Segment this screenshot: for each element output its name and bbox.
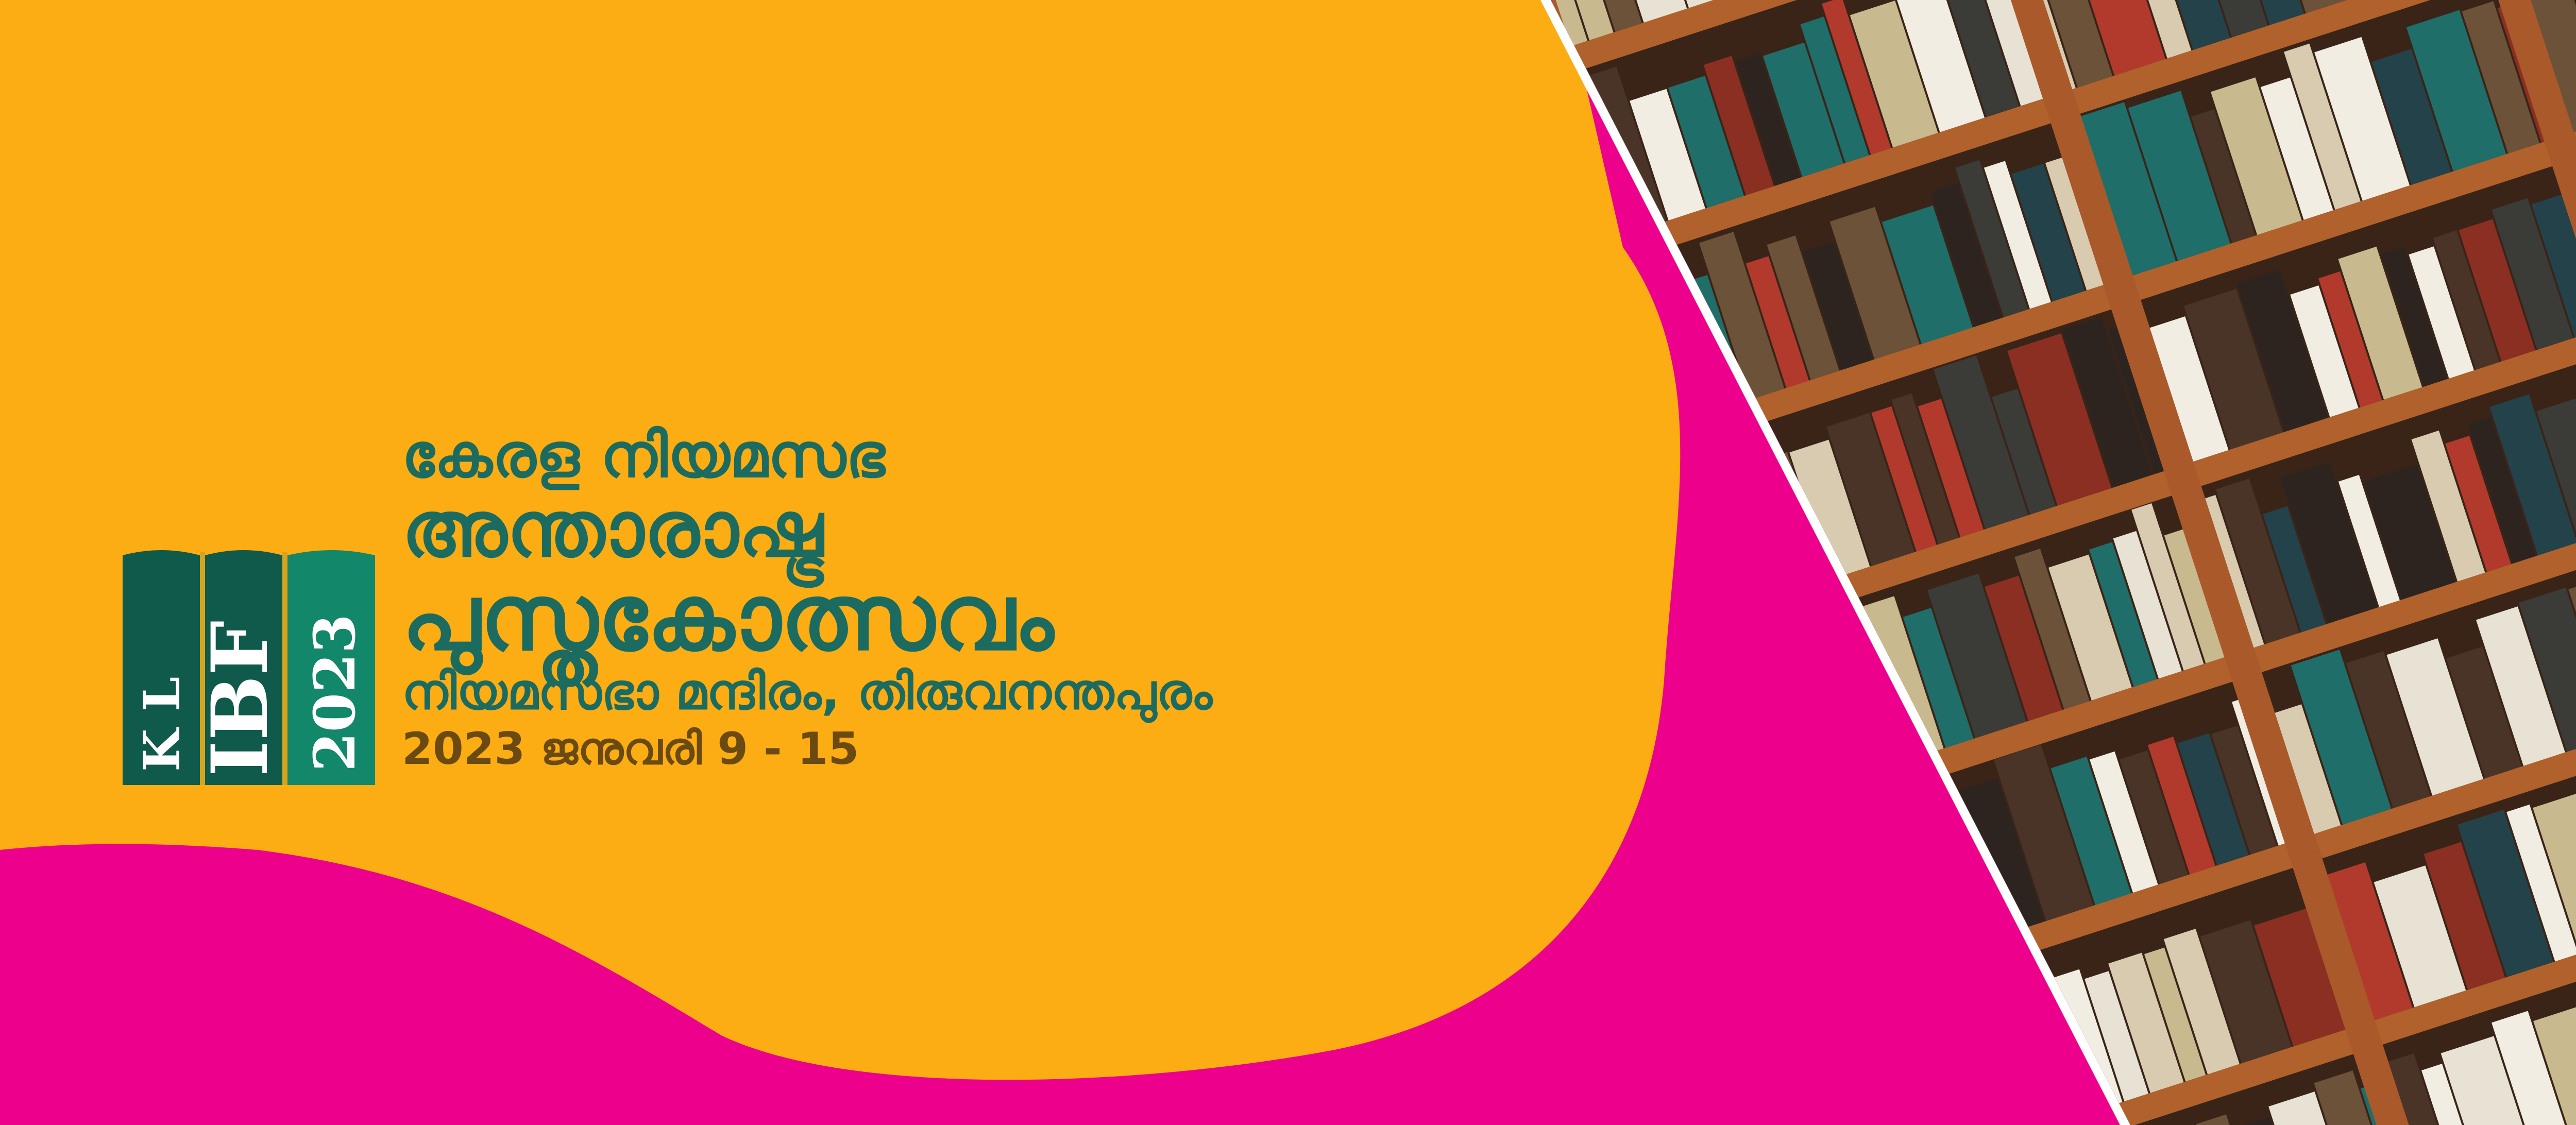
title-line-3: പുസ്തകോത്സവം — [402, 564, 1054, 671]
title-line-2: അന്താരാഷ്ട്ര — [402, 484, 823, 574]
logo-text-year: 2023 — [301, 613, 368, 772]
title-line-1: കേരള നിയമസഭ — [402, 420, 885, 491]
venue-text: നിയമസഭാ മന്ദിരം, തിരുവനന്തപുരം — [402, 662, 1213, 721]
logo-text-ibf: IBF — [195, 620, 285, 777]
event-title-block — [402, 422, 1638, 776]
klibf-logo — [123, 545, 375, 785]
logo-text-kl: K L — [133, 676, 191, 772]
event-dates: 2023 ജനുവരി 9 - 15 — [402, 723, 859, 775]
